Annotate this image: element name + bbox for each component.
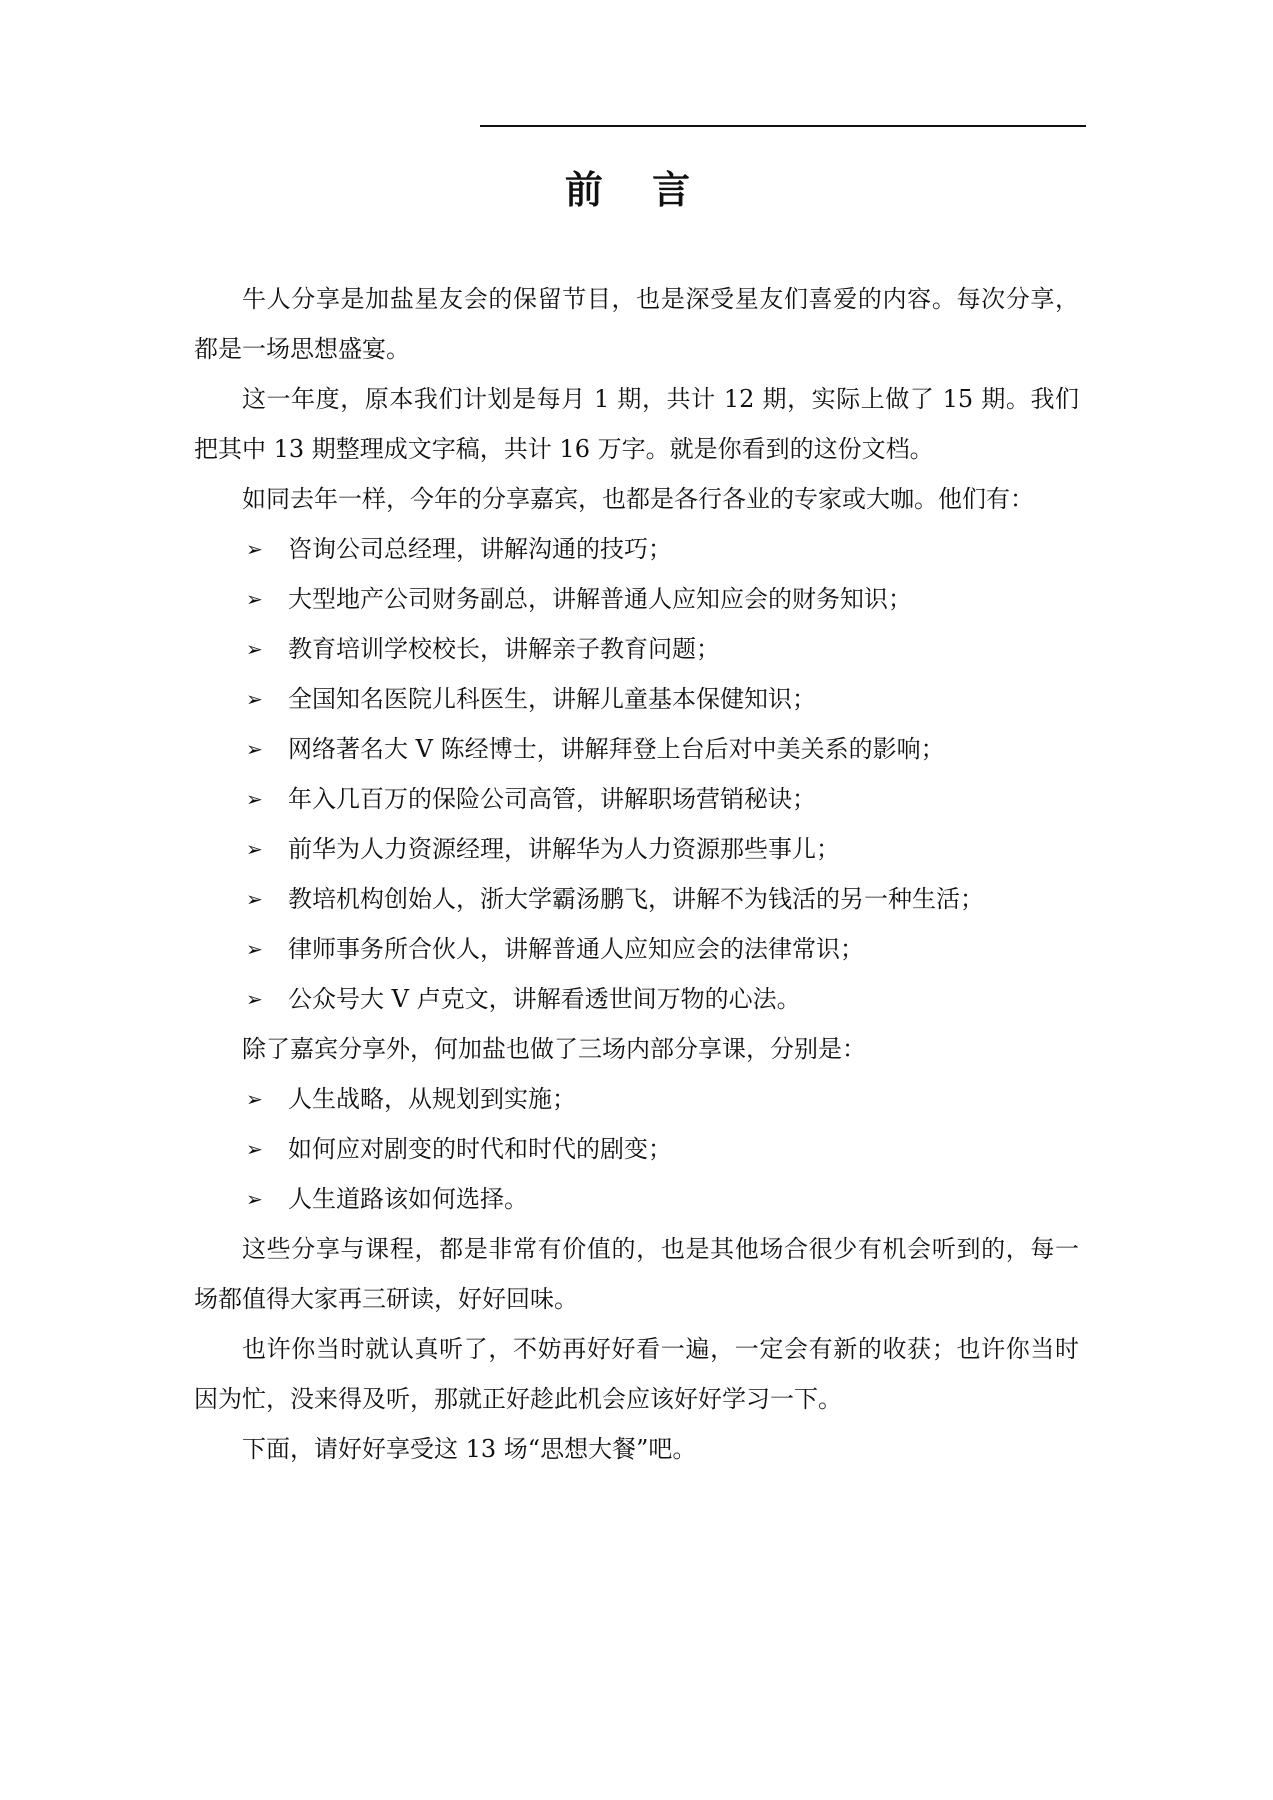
list-item-text: 人生道路该如何选择。	[288, 1185, 528, 1213]
list-item-text: 网络著名大 V 陈经博士，讲解拜登上台后对中美关系的影响；	[288, 735, 945, 763]
arrow-bullet-icon: ➢	[246, 787, 263, 811]
list-item-text: 咨询公司总经理，讲解沟通的技巧；	[288, 535, 672, 563]
arrow-bullet-icon: ➢	[246, 887, 263, 911]
list-item-text: 人生战略，从规划到实施；	[288, 1085, 576, 1113]
list-item-text: 前华为人力资源经理，讲解华为人力资源那些事儿；	[288, 835, 840, 863]
paragraph: 牛人分享是加盐星友会的保留节目，也是深受星友们喜爱的内容。每次分享，都是一场思想盛宴。	[194, 285, 1079, 363]
list-item	[194, 674, 1079, 724]
paragraph: 这一年度，原本我们计划是每月 1 期，共计 12 期，实际上做了 15 期。我们把其中 13 期整理成文字稿，共计 16 万字。就是你看到的这份文档。	[194, 385, 1079, 463]
list-item-text: 如何应对剧变的时代和时代的剧变；	[288, 1135, 672, 1163]
list-item	[194, 1124, 1079, 1174]
list-item	[194, 824, 1079, 874]
arrow-bullet-icon: ➢	[246, 1087, 263, 1111]
arrow-bullet-icon: ➢	[246, 637, 263, 661]
list-item-text: 教育培训学校校长，讲解亲子教育问题；	[288, 635, 720, 663]
arrow-bullet-icon: ➢	[246, 837, 263, 861]
arrow-bullet-icon: ➢	[246, 537, 263, 561]
arrow-bullet-icon: ➢	[246, 987, 263, 1011]
list-item	[194, 874, 1079, 924]
list-item-text: 年入几百万的保险公司高管，讲解职场营销秘诀；	[288, 785, 816, 813]
guest-list	[194, 524, 1079, 1024]
list-item	[194, 974, 1079, 1024]
arrow-bullet-icon: ➢	[246, 587, 263, 611]
paragraph: 如同去年一样，今年的分享嘉宾，也都是各行各业的专家或大咖。他们有：	[242, 485, 1034, 513]
list-item-text: 大型地产公司财务副总，讲解普通人应知应会的财务知识；	[288, 585, 912, 613]
list-item	[194, 574, 1079, 624]
list-item	[194, 624, 1079, 674]
header-rule	[480, 125, 1086, 127]
list-item	[194, 1074, 1079, 1124]
arrow-bullet-icon: ➢	[246, 1137, 263, 1161]
list-item	[194, 724, 1079, 774]
list-item-text: 律师事务所合伙人，讲解普通人应知应会的法律常识；	[288, 935, 864, 963]
arrow-bullet-icon: ➢	[246, 937, 263, 961]
list-item-text: 教培机构创始人，浙大学霸汤鹏飞，讲解不为钱活的另一种生活；	[288, 885, 984, 913]
arrow-bullet-icon: ➢	[246, 737, 263, 761]
list-item	[194, 524, 1079, 574]
list-item	[194, 924, 1079, 974]
paragraph: 这些分享与课程，都是非常有价值的，也是其他场合很少有机会听到的，每一场都值得大家再三研读，好好回味。	[194, 1235, 1079, 1313]
paragraph: 下面，请好好享受这 13 场“思想大餐”吧。	[242, 1435, 697, 1463]
paragraph: 也许你当时就认真听了，不妨再好好看一遍，一定会有新的收获；也许你当时因为忙，没来得及听，那就正好趁此机会应该好好学习一下。	[194, 1335, 1079, 1413]
arrow-bullet-icon: ➢	[246, 1187, 263, 1211]
document-body	[194, 274, 1079, 1474]
list-item	[194, 774, 1079, 824]
arrow-bullet-icon: ➢	[246, 687, 263, 711]
page-title: 前 言	[564, 168, 709, 212]
list-item-text: 公众号大 V 卢克文，讲解看透世间万物的心法。	[288, 985, 801, 1013]
internal-course-list	[194, 1074, 1079, 1224]
paragraph: 除了嘉宾分享外，何加盐也做了三场内部分享课，分别是：	[242, 1035, 866, 1063]
list-item	[194, 1174, 1079, 1224]
list-item-text: 全国知名医院儿科医生，讲解儿童基本保健知识；	[288, 685, 816, 713]
